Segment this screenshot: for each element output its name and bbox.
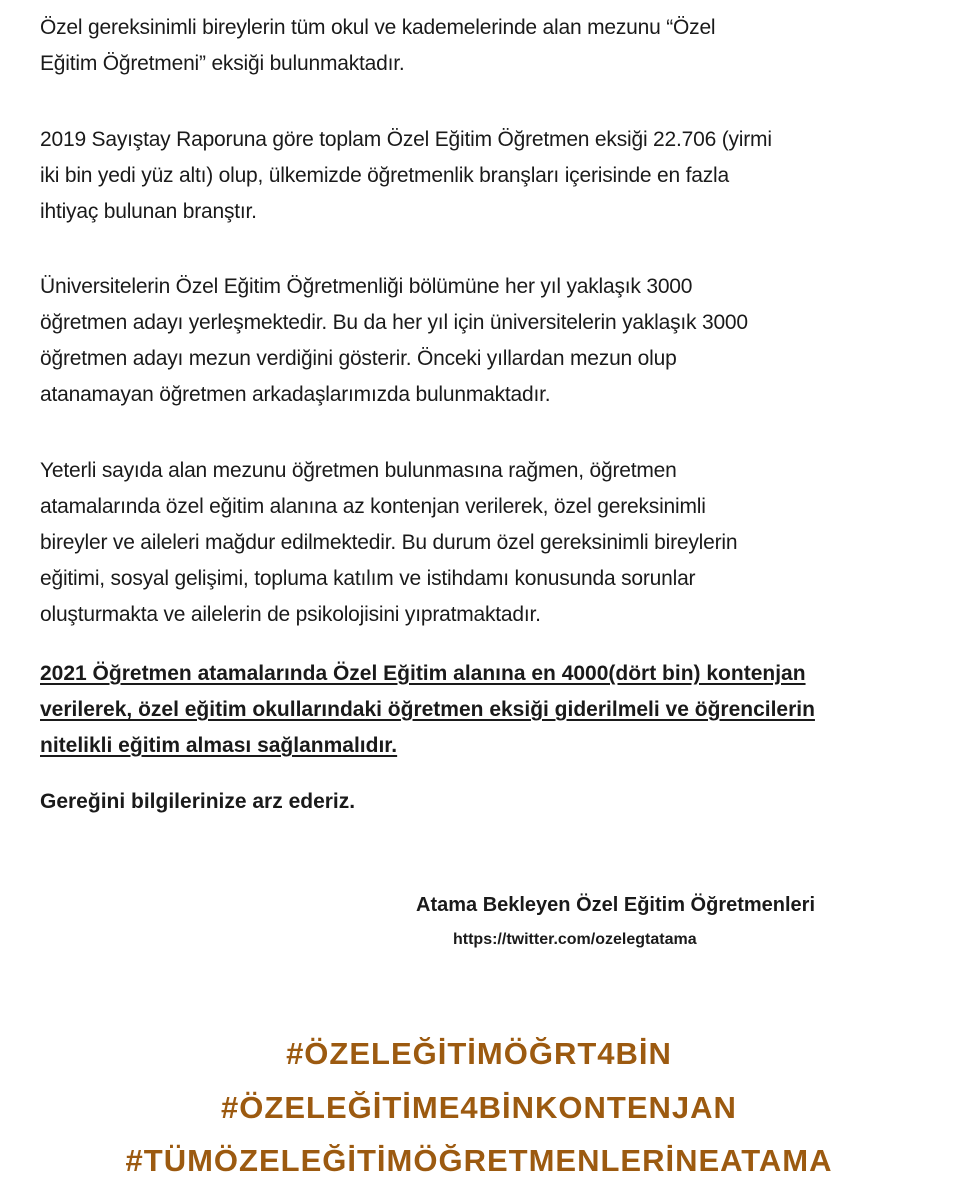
hashtag-1: #ÖZELEĞİTİMÖĞRT4BİN <box>286 1036 672 1071</box>
paragraph-line: Üniversitelerin Özel Eğitim Öğretmenliği bölümüne her yıl yaklaşık 3000 <box>40 275 693 298</box>
demand-line: 2021 Öğretmen atamalarında Özel Eğitim alanına en 4000(dört bin) kontenjan <box>40 662 806 685</box>
demand-line: nitelikli eğitim alması sağlanmalıdır. <box>40 734 398 757</box>
paragraph-1 <box>40 10 930 82</box>
demand-line: verilerek, özel eğitim okullarındaki öğretmen eksiği giderilmeli ve öğrencilerin <box>40 698 815 721</box>
paragraph-line: atamalarında özel eğitim alanına az kontenjan verilerek, özel gereksinimli <box>40 495 706 518</box>
paragraph-line: iki bin yedi yüz altı) olup, ülkemizde öğretmenlik branşları içerisinde en fazla <box>40 164 729 187</box>
paragraph-line: öğretmen adayı mezun verdiğini gösterir. Önceki yıllardan mezun olup <box>40 347 677 370</box>
paragraph-3 <box>40 269 930 413</box>
paragraph-line: bireyler ve aileleri mağdur edilmektedir. Bu durum özel gereksinimli bireylerin <box>40 531 738 554</box>
paragraph-line: oluşturmakta ve ailelerin de psikolojisini yıpratmaktadır. <box>40 603 541 626</box>
paragraph-line: öğretmen adayı yerleşmektedir. Bu da her yıl için üniversitelerin yaklaşık 3000 <box>40 311 748 334</box>
paragraph-line: 2019 Sayıştay Raporuna göre toplam Özel Eğitim Öğretmen eksiği 22.706 (yirmi <box>40 128 772 151</box>
closing-text: Gereğini bilgilerinize arz ederiz. <box>40 790 356 813</box>
hashtag-2: #ÖZELEĞİTİME4BİNKONTENJAN <box>221 1090 737 1125</box>
paragraph-line: Eğitim Öğretmeni” eksiği bulunmaktadır. <box>40 52 405 75</box>
hashtag-3: #TÜMÖZELEĞİTİMÖĞRETMENLERİNEATAMA <box>125 1143 833 1178</box>
paragraph-line: eğitimi, sosyal gelişimi, topluma katılım ve istihdamı konusunda sorunlar <box>40 567 696 590</box>
paragraph-line: ihtiyaç bulunan branştır. <box>40 200 257 223</box>
paragraph-line: Özel gereksinimli bireylerin tüm okul ve kademelerinde alan mezunu “Özel <box>40 16 716 39</box>
paragraph-line: Yeterli sayıda alan mezunu öğretmen bulunmasına rağmen, öğretmen <box>40 459 677 482</box>
paragraph-line: atanamayan öğretmen arkadaşlarımızda bulunmaktadır. <box>40 383 551 406</box>
paragraph-2 <box>40 122 930 230</box>
paragraph-4 <box>40 453 930 633</box>
twitter-link[interactable]: https://twitter.com/ozelegtatama <box>453 931 697 948</box>
demand-paragraph <box>40 656 930 764</box>
signature-name: Atama Bekleyen Özel Eğitim Öğretmenleri <box>416 894 816 916</box>
